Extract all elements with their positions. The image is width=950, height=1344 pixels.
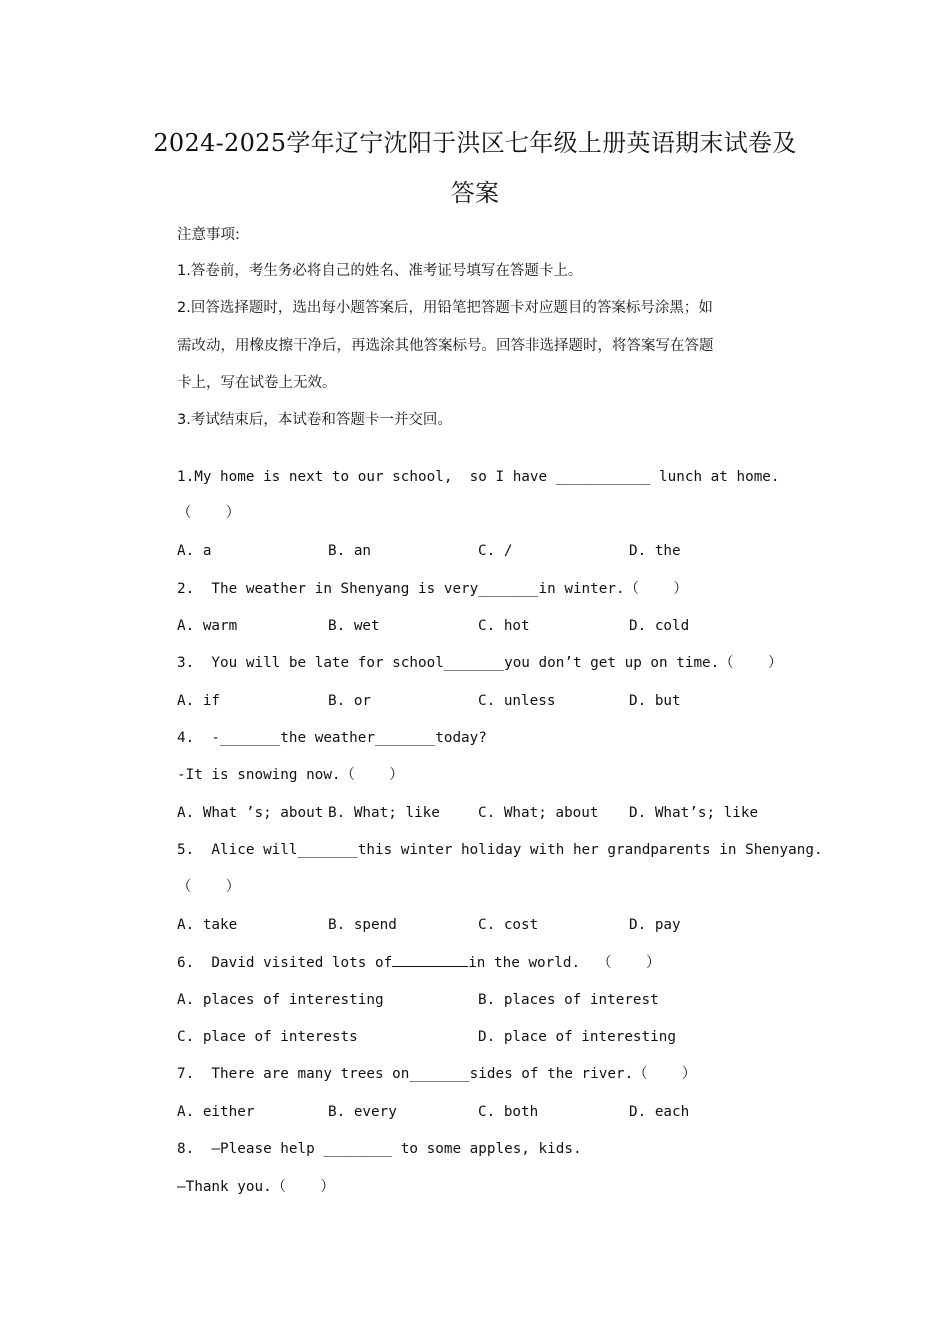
question-4-option-c: C. What; about xyxy=(478,805,599,821)
notice-item-3: 3.考试结束后，本试卷和答题卡一并交回。 xyxy=(177,412,452,428)
question-7-option-c: C. both xyxy=(478,1104,539,1120)
question-7-option-b: B. every xyxy=(328,1104,397,1120)
question-8-stem: 8. —Please help ________ to some apples, kids. xyxy=(177,1141,582,1157)
question-7-option-d: D. each xyxy=(629,1104,690,1120)
document-title xyxy=(110,118,840,218)
question-6-stem-start: 6. David visited lots of xyxy=(177,955,393,971)
question-5-stem: 5. Alice will_______this winter holiday with her grandparents in Shenyang. xyxy=(177,842,823,858)
notice-item-2-line-3: 卡上，写在试卷上无效。 xyxy=(177,375,337,391)
question-1-option-c: C. / xyxy=(478,543,513,559)
question-1-stem: 1.My home is next to our school, so I have ___________ lunch at home. xyxy=(177,469,780,485)
question-6-option-a: A. places of interesting xyxy=(177,992,384,1008)
question-4-reply: -It is snowing now.（ ） xyxy=(177,767,404,783)
notice-item-1: 1.答卷前，考生务必将自己的姓名、准考证号填写在答题卡上。 xyxy=(177,263,583,279)
question-7-stem: 7. There are many trees on_______sides of the river.（ ） xyxy=(177,1066,697,1082)
question-2-option-a: A. warm xyxy=(177,618,238,634)
question-2-option-d: D. cold xyxy=(629,618,690,634)
question-4-option-a: A. What ’s; about xyxy=(177,805,324,821)
title-line-1: 2024-2025学年辽宁沈阳于洪区七年级上册英语期末试卷及 xyxy=(153,129,797,157)
question-2-stem: 2. The weather in Shenyang is very_______in winter.（ ） xyxy=(177,581,688,597)
question-5-option-b: B. spend xyxy=(328,917,397,933)
question-5-option-d: D. pay xyxy=(629,917,681,933)
title-line-2: 答案 xyxy=(450,179,500,207)
question-3-option-c: C. unless xyxy=(478,693,556,709)
question-2-option-c: C. hot xyxy=(478,618,530,634)
question-4-option-b: B. What; like xyxy=(328,805,440,821)
notice-item-2-line-2: 需改动，用橡皮擦干净后，再选涂其他答案标号。回答非选择题时，将答案写在答题 xyxy=(177,338,714,354)
question-3-option-a: A. if xyxy=(177,693,221,709)
question-6-stem xyxy=(177,952,660,973)
question-6-option-c: C. place of interests xyxy=(177,1029,358,1045)
question-1-bracket: （ ） xyxy=(177,505,241,521)
question-3-option-b: B. or xyxy=(328,693,372,709)
notice-heading: 注意事项: xyxy=(177,227,240,243)
question-1-option-b: B. an xyxy=(328,543,372,559)
question-3-option-d: D. but xyxy=(629,693,681,709)
question-1-option-a: A. a xyxy=(177,543,212,559)
question-6-blank xyxy=(392,952,468,967)
question-7-option-a: A. either xyxy=(177,1104,255,1120)
question-6-option-b: B. places of interest xyxy=(478,992,659,1008)
question-5-option-c: C. cost xyxy=(478,917,539,933)
question-3-stem: 3. You will be late for school_______you don’t get up on time.（ ） xyxy=(177,655,783,671)
question-1-option-d: D. the xyxy=(629,543,681,559)
question-2-option-b: B. wet xyxy=(328,618,380,634)
question-4-option-d: D. What’s; like xyxy=(629,805,759,821)
question-6-option-d: D. place of interesting xyxy=(478,1029,676,1045)
question-4-stem: 4. -_______the weather_______today? xyxy=(177,730,487,746)
question-5-option-a: A. take xyxy=(177,917,238,933)
question-5-bracket: （ ） xyxy=(177,879,241,895)
question-6-stem-end: in the world. （ ） xyxy=(468,955,661,971)
notice-item-2-line-1: 2.回答选择题时，选出每小题答案后，用铅笔把答题卡对应题目的答案标号涂黑；如 xyxy=(177,300,713,316)
question-8-reply: —Thank you.（ ） xyxy=(177,1179,335,1195)
